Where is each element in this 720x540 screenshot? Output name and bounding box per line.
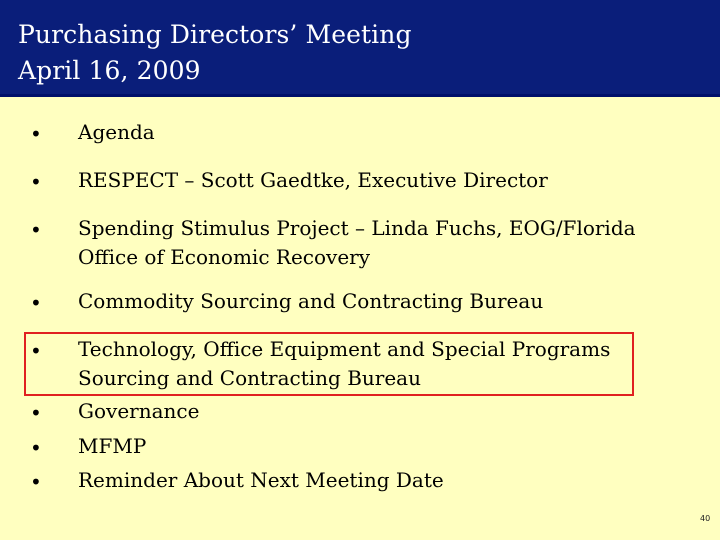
list-item-text: Agenda — [78, 120, 155, 144]
highlight-box — [24, 332, 634, 396]
slide-title-line-2: April 16, 2009 — [18, 56, 201, 85]
bullet-icon: • — [30, 122, 42, 146]
bullet-icon: • — [30, 470, 42, 494]
bullet-icon: • — [30, 436, 42, 460]
list-item-text: Sourcing and Contracting Bureau — [78, 366, 421, 390]
bullet-icon: • — [30, 170, 42, 194]
bullet-icon: • — [30, 291, 42, 315]
bullet-icon: • — [30, 218, 42, 242]
list-item-text: Spending Stimulus Project – Linda Fuchs, EOG/Florida — [78, 216, 636, 240]
list-item-text: RESPECT – Scott Gaedtke, Executive Director — [78, 168, 548, 192]
list-item-text: MFMP — [78, 434, 147, 458]
list-item-text: Governance — [78, 399, 200, 423]
bullet-icon: • — [30, 401, 42, 425]
list-item-text: Technology, Office Equipment and Special Programs — [78, 337, 611, 361]
list-item-text: Reminder About Next Meeting Date — [78, 468, 444, 492]
bullet-icon: • — [30, 339, 42, 363]
list-item-text: Commodity Sourcing and Contracting Bureau — [78, 289, 544, 313]
list-item-text: Office of Economic Recovery — [78, 245, 371, 269]
page-number: 40 — [700, 514, 711, 523]
slide-title-line-1: Purchasing Directors’ Meeting — [18, 20, 412, 49]
